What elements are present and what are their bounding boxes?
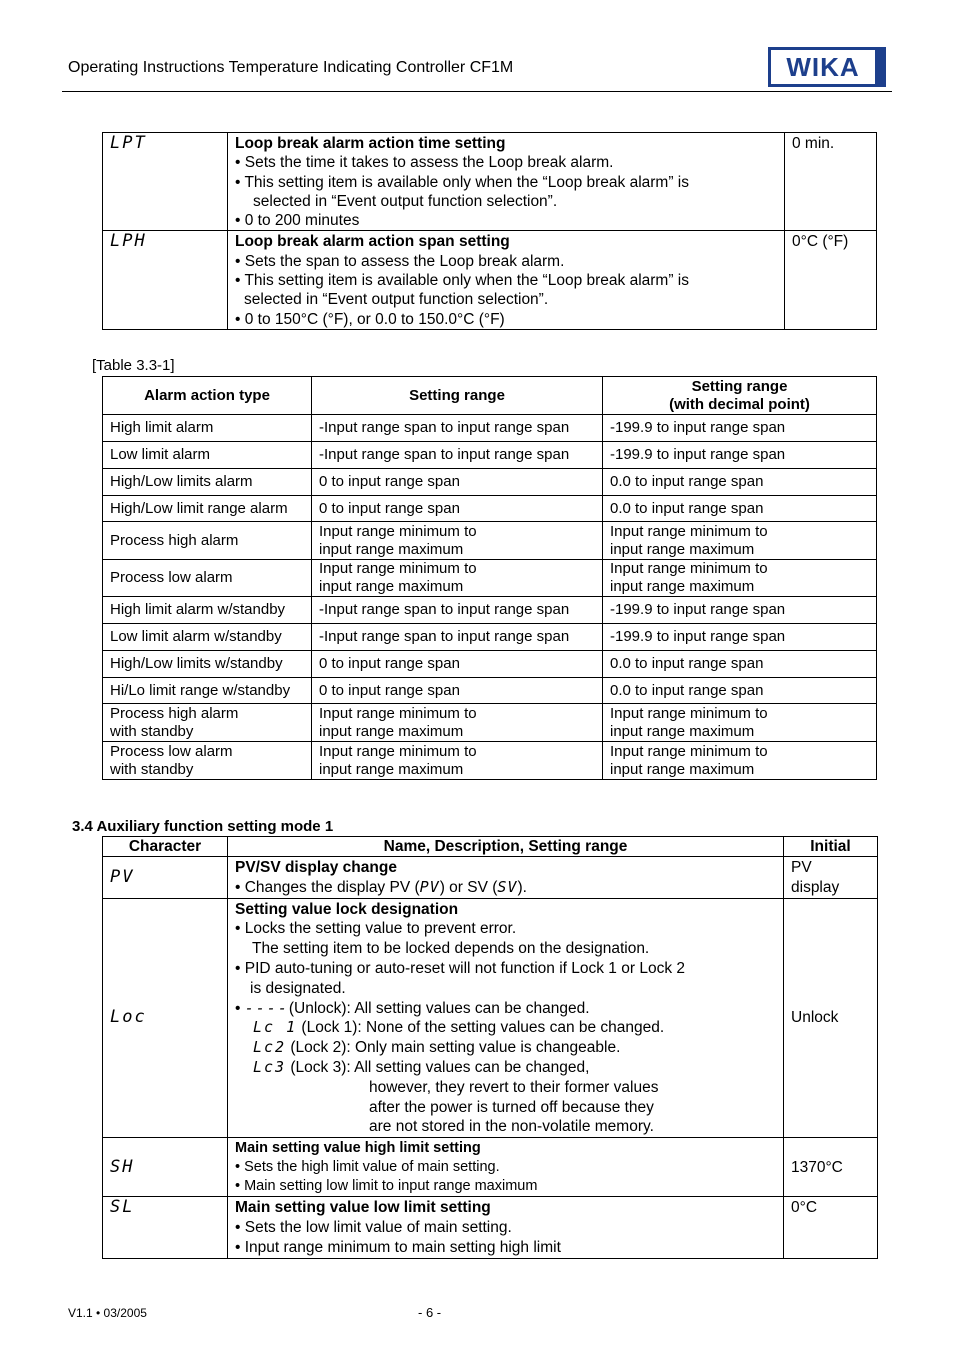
- header-line: Setting range: [691, 377, 788, 395]
- description-line: • Main setting low limit to input range maximum: [235, 1178, 538, 1195]
- table-row: [103, 469, 877, 496]
- character-cell: [103, 1138, 228, 1197]
- table-cell-type: [103, 560, 312, 597]
- description-line: • This setting item is available only when the “Loop break alarm” is: [235, 272, 689, 290]
- table-cell-type: [103, 624, 312, 651]
- cell-line: with standby: [110, 723, 194, 740]
- description-line: The setting item to be locked depends on the designation.: [252, 940, 650, 958]
- cell-line: -199.9 to input range span: [610, 419, 786, 436]
- setting-name: Setting value lock designation: [235, 900, 459, 918]
- cell-line: 0.0 to input range span: [610, 473, 764, 490]
- cell-line: Input range minimum to: [319, 705, 477, 722]
- table-cell-range-dp: [603, 442, 877, 469]
- cell-line: Process high alarm: [110, 705, 239, 722]
- cell-line: High/Low limits w/standby: [110, 655, 283, 672]
- segment-unlock: ----: [244, 998, 289, 1017]
- character-cell: [103, 1197, 228, 1258]
- version-label: V1.1 • 03/2005: [68, 1306, 147, 1320]
- segment-character: SL: [110, 1197, 135, 1218]
- description-line: selected in “Event output function selection”.: [253, 192, 558, 210]
- table-cell-type: [103, 415, 312, 442]
- lock-option: [235, 999, 776, 1019]
- cell-line: 0.0 to input range span: [610, 499, 764, 517]
- text-fragment: • Changes the display PV (: [235, 878, 420, 896]
- cell-line: Process high alarm: [110, 531, 239, 549]
- text-fragment: ).: [517, 878, 527, 896]
- setting-name: Main setting value high limit setting: [235, 1140, 481, 1157]
- table-cell-type: [103, 522, 312, 560]
- cell-line: -Input range span to input range span: [319, 601, 570, 618]
- column-header: Alarm action type: [103, 377, 312, 415]
- description-line: • Sets the high limit value of main setting.: [235, 1159, 500, 1176]
- cell-line: -199.9 to input range span: [610, 601, 786, 618]
- table-row: [103, 442, 877, 469]
- segment-lock3: Lc3: [253, 1057, 287, 1076]
- table-cell-range-dp: [603, 560, 877, 597]
- initial-cell: 0°C (°F): [785, 231, 877, 329]
- table-row: [103, 1197, 878, 1258]
- table-cell-range-dp: [603, 496, 877, 522]
- table-cell-range-dp: [603, 522, 877, 560]
- description-cell: [228, 133, 785, 231]
- table-cell-range-dp: [603, 651, 877, 678]
- description-cell: [228, 231, 785, 329]
- cell-line: Input range minimum to: [319, 560, 477, 577]
- segment-character: SH: [110, 1156, 135, 1177]
- section-heading: 3.4 Auxiliary function setting mode 1: [72, 818, 334, 835]
- cell-line: Input range minimum to: [610, 523, 768, 540]
- table-cell-range: [312, 597, 603, 624]
- character-cell: [103, 133, 228, 231]
- table-cell-range: [312, 522, 603, 560]
- table-cell-range: [312, 442, 603, 469]
- table-cell-range: [312, 496, 603, 522]
- logo-bar: [875, 50, 883, 84]
- cell-line: input range maximum: [319, 578, 464, 595]
- initial-line: display: [791, 878, 840, 896]
- table-cell-range: [312, 560, 603, 597]
- table-cell-type: [103, 704, 312, 742]
- cell-line: High/Low limit range alarm: [110, 499, 288, 517]
- setting-name: Loop break alarm action span setting: [235, 233, 510, 251]
- setting-name: Loop break alarm action time setting: [235, 135, 506, 152]
- table-cell-type: [103, 496, 312, 522]
- logo-text: WIKA: [786, 51, 860, 82]
- segment-sv: SV: [497, 877, 518, 896]
- cell-line: -Input range span to input range span: [319, 419, 570, 436]
- description-cell: [228, 1197, 784, 1258]
- option-text: (Unlock): All setting values can be changed.: [288, 999, 590, 1017]
- setting-name: PV/SV display change: [235, 859, 397, 876]
- document-title: Operating Instructions Temperature Indicating Controller CF1M: [68, 59, 514, 76]
- cell-line: input range maximum: [610, 761, 755, 778]
- description-cell: [228, 857, 784, 899]
- table-cell-range: [312, 415, 603, 442]
- description-line: however, they revert to their former values: [369, 1078, 659, 1096]
- initial-cell: [784, 857, 878, 899]
- description-line: • Input range minimum to main setting high limit: [235, 1238, 561, 1256]
- cell-line: High/Low limits alarm: [110, 473, 253, 490]
- table-cell-type: [103, 469, 312, 496]
- table-cell-range: [312, 704, 603, 742]
- table-header-row: [103, 377, 877, 415]
- table-cell-range: [312, 651, 603, 678]
- cell-line: input range maximum: [319, 761, 464, 778]
- table-row: [103, 133, 877, 231]
- table-cell-type: [103, 651, 312, 678]
- cell-line: 0 to input range span: [319, 473, 460, 490]
- segment-lock1: Lc 1: [253, 1018, 298, 1037]
- cell-line: 0 to input range span: [319, 655, 460, 672]
- table-cell-type: [103, 597, 312, 624]
- table-cell-range-dp: [603, 415, 877, 442]
- table-caption: [Table 3.3-1]: [92, 357, 175, 374]
- table-cell-range-dp: [603, 597, 877, 624]
- option-text: (Lock 2): Only main setting value is changeable.: [286, 1039, 621, 1057]
- description-line: • Locks the setting value to prevent error.: [235, 920, 517, 938]
- column-header: Name, Description, Setting range: [228, 837, 784, 857]
- table-cell-range: [312, 469, 603, 496]
- description-cell: [228, 1138, 784, 1197]
- cell-line: 0.0 to input range span: [610, 681, 764, 699]
- cell-line: Input range minimum to: [610, 705, 768, 722]
- table-cell-range: [312, 624, 603, 651]
- description-line: • 0 to 150°C (°F), or 0.0 to 150.0°C (°F): [235, 310, 505, 328]
- cell-line: High limit alarm: [110, 419, 214, 436]
- table-row: [103, 742, 877, 780]
- cell-line: input range maximum: [610, 578, 755, 595]
- initial-cell: 1370°C: [784, 1138, 878, 1197]
- initial-cell: 0 min.: [785, 133, 877, 231]
- table-row: [103, 231, 877, 329]
- character-cell: [103, 857, 228, 899]
- lock-option: [235, 1038, 776, 1058]
- setting-name: Main setting value low limit setting: [235, 1199, 491, 1217]
- table-row: [103, 898, 878, 1138]
- table-row: [103, 597, 877, 624]
- initial-line: PV: [791, 859, 812, 876]
- character-cell: [103, 231, 228, 329]
- description-line: are not stored in the non-volatile memory.: [369, 1118, 654, 1136]
- page-number: - 6 -: [418, 1305, 442, 1320]
- initial-cell: 0°C: [784, 1197, 878, 1258]
- option-text: (Lock 3): All setting values can be changed,: [286, 1058, 590, 1076]
- alarm-range-table: [102, 376, 877, 780]
- table-cell-range-dp: [603, 624, 877, 651]
- description-cell: [228, 898, 784, 1138]
- cell-line: input range maximum: [319, 723, 464, 740]
- cell-line: -Input range span to input range span: [319, 446, 570, 463]
- cell-line: Input range minimum to: [610, 743, 768, 760]
- description-line: [235, 878, 776, 898]
- cell-line: 0.0 to input range span: [610, 655, 764, 672]
- cell-line: Input range minimum to: [319, 743, 477, 760]
- text-fragment: ) or SV (: [439, 878, 498, 896]
- table-row: [103, 857, 878, 899]
- table-cell-type: [103, 442, 312, 469]
- table-cell-range-dp: [603, 678, 877, 704]
- table-row: [103, 560, 877, 597]
- cell-line: input range maximum: [610, 723, 755, 740]
- table-row: [103, 496, 877, 522]
- segment-character: LPT: [110, 133, 147, 153]
- cell-line: Hi/Lo limit range w/standby: [110, 681, 291, 699]
- segment-pv: PV: [419, 877, 440, 896]
- header-rule: [62, 91, 892, 92]
- table-row: [103, 624, 877, 651]
- cell-line: 0 to input range span: [319, 499, 460, 517]
- table-cell-type: [103, 742, 312, 780]
- description-line: • Sets the low limit value of main setting.: [235, 1218, 512, 1236]
- cell-line: Input range minimum to: [319, 523, 477, 540]
- table-row: [103, 704, 877, 742]
- description-line: • Sets the time it takes to assess the Loop break alarm.: [235, 154, 614, 172]
- table-cell-range-dp: [603, 469, 877, 496]
- segment-character: PV: [110, 866, 135, 887]
- description-line: selected in “Event output function selection”.: [244, 291, 549, 309]
- table-row: [103, 651, 877, 678]
- table-cell-range: [312, 742, 603, 780]
- table-row: [103, 1138, 878, 1197]
- cell-line: High limit alarm w/standby: [110, 601, 286, 618]
- description-line: • 0 to 200 minutes: [235, 212, 360, 230]
- cell-line: Low limit alarm w/standby: [110, 628, 282, 645]
- table-cell-type: [103, 678, 312, 704]
- lock-option: [235, 1018, 776, 1038]
- cell-line: Process low alarm: [110, 569, 233, 586]
- table-cell-range-dp: [603, 704, 877, 742]
- description-line: is designated.: [250, 979, 346, 997]
- column-header: Character: [103, 837, 228, 857]
- cell-line: Process low alarm: [110, 743, 233, 760]
- initial-cell: Unlock: [784, 898, 878, 1138]
- loop-break-table: [102, 132, 877, 330]
- column-header: [603, 377, 877, 415]
- segment-lock2: Lc2: [253, 1038, 287, 1057]
- cell-line: with standby: [110, 761, 194, 778]
- cell-line: -199.9 to input range span: [610, 628, 786, 645]
- description-line: after the power is turned off because they: [369, 1098, 654, 1116]
- description-line: • Sets the span to assess the Loop break alarm.: [235, 252, 565, 270]
- description-line: • PID auto-tuning or auto-reset will not function if Lock 1 or Lock 2: [235, 959, 685, 977]
- cell-line: input range maximum: [319, 541, 464, 558]
- table-header-row: [103, 837, 878, 857]
- lock-option: [235, 1058, 776, 1078]
- table-cell-range: [312, 678, 603, 704]
- table-cell-range-dp: [603, 742, 877, 780]
- table-row: [103, 522, 877, 560]
- table-row: [103, 678, 877, 704]
- cell-line: Low limit alarm: [110, 446, 211, 463]
- cell-line: Input range minimum to: [610, 560, 768, 577]
- cell-line: -Input range span to input range span: [319, 628, 570, 645]
- cell-line: 0 to input range span: [319, 681, 460, 699]
- table-row: [103, 415, 877, 442]
- header-line: (with decimal point): [669, 395, 810, 413]
- bullet: •: [235, 999, 245, 1017]
- segment-character: LPH: [110, 231, 147, 252]
- option-text: (Lock 1): None of the setting values can be changed.: [297, 1019, 665, 1037]
- wika-logo: [768, 47, 886, 87]
- column-header: Initial: [784, 837, 878, 857]
- column-header: Setting range: [312, 377, 603, 415]
- character-cell: [103, 898, 228, 1138]
- cell-line: input range maximum: [610, 541, 755, 558]
- auxiliary-function-table: [102, 836, 878, 1259]
- cell-line: -199.9 to input range span: [610, 446, 786, 463]
- description-line: • This setting item is available only when the “Loop break alarm” is: [235, 173, 689, 191]
- segment-character: Loc: [110, 1007, 147, 1028]
